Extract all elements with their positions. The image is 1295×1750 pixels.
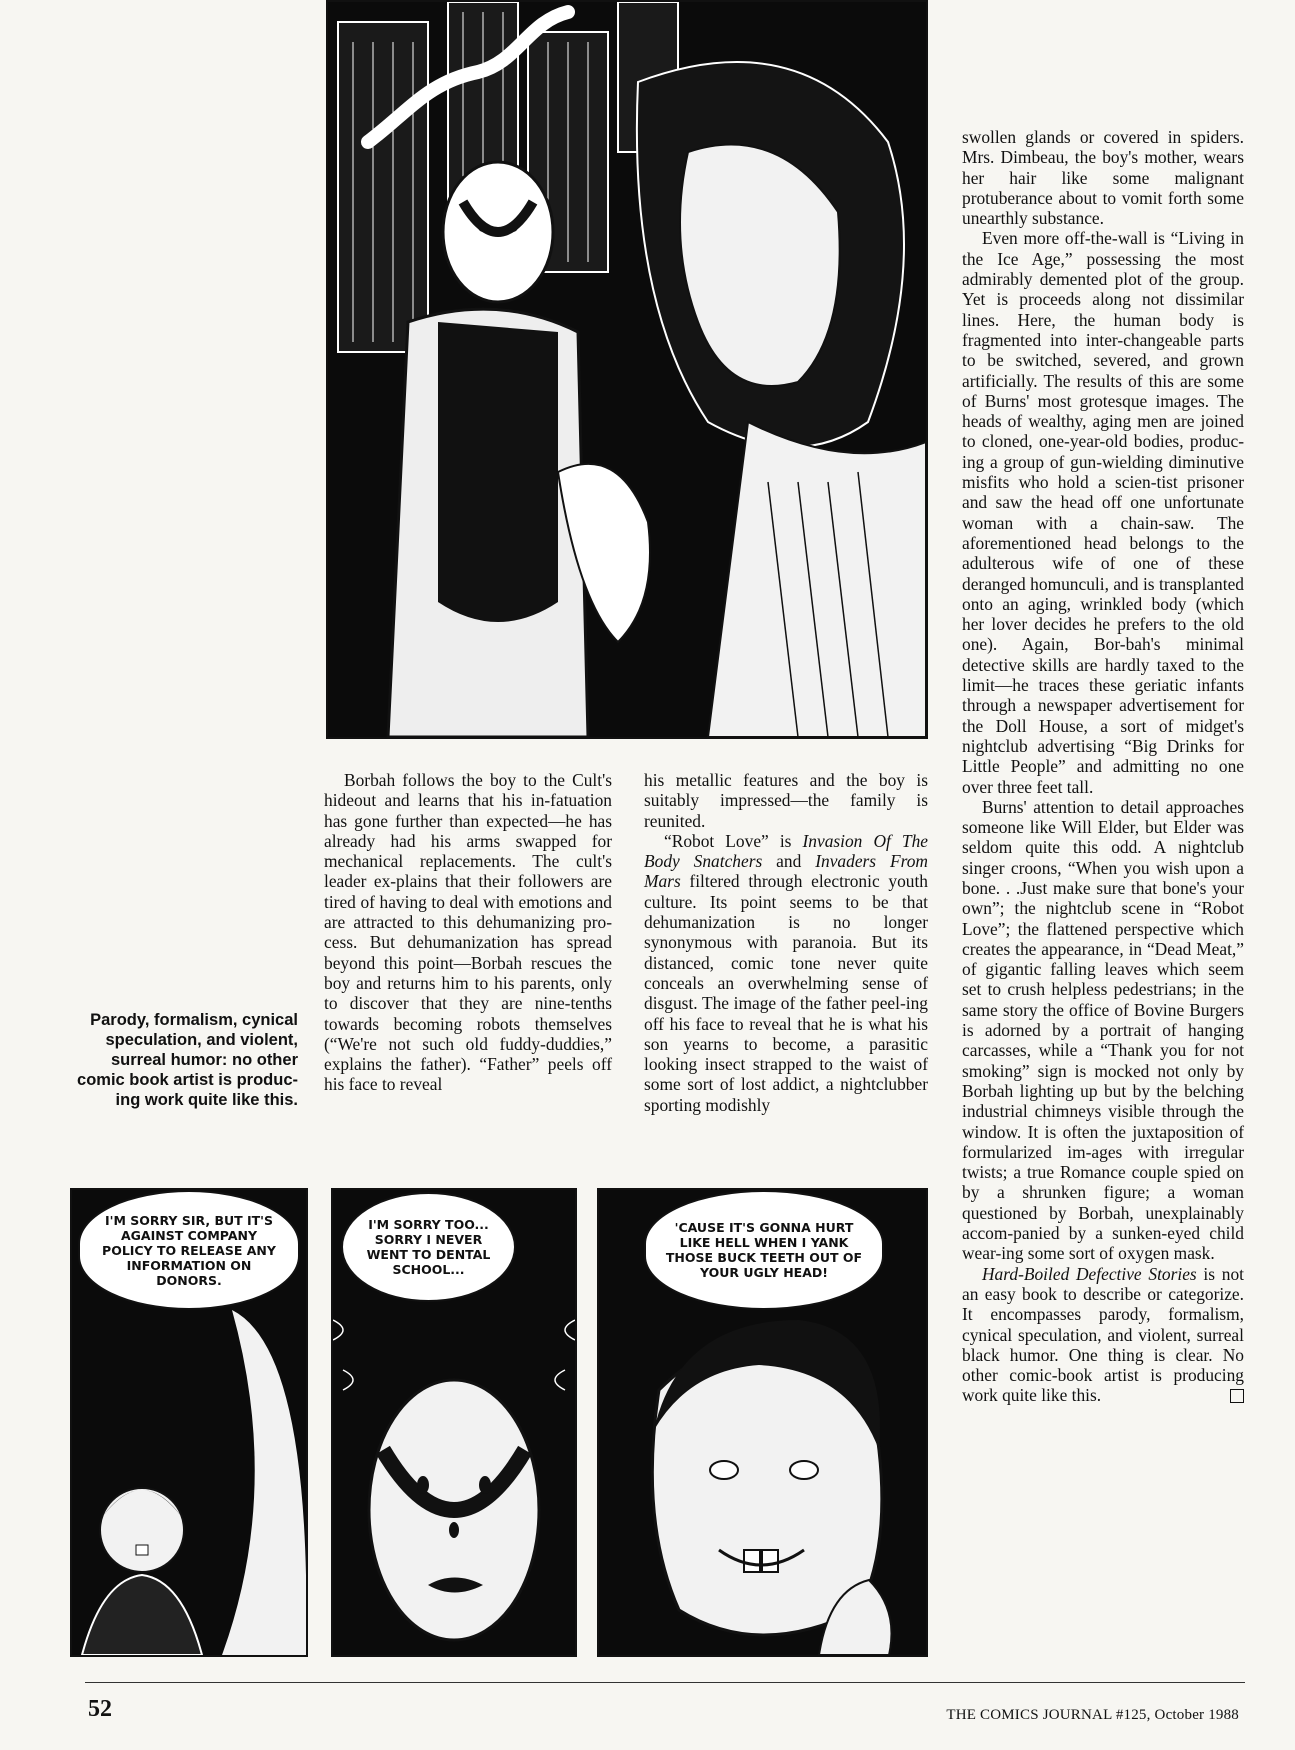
end-mark-icon	[1230, 1389, 1244, 1403]
speech-bubble: I'M SORRY SIR, BUT IT'S AGAINST COMPANY POLICY TO RELEASE ANY INFORMATION ON DONORS.	[78, 1190, 300, 1310]
middle-column	[644, 770, 928, 1115]
journal-masthead: THE COMICS JOURNAL #125, October 1988	[946, 1707, 1239, 1723]
left-column	[324, 770, 612, 1095]
body-paragraph: Even more off-the-wall is “Living in the Ice Age,” possessing the most admirably demented plot of the group. Yet is proceeds along not dissimilar lines. Here, the human body is fragmented into inter-changeable parts to be switched, severed, and grown artificially. The results of this are some of Burns' most grotesque images. The heads of wealthy, aging men are joined to cloned, one-year-old bodies, produc-ing a group of gun-wielding diminutive misfits who hold a scien-tist prisoner and saw the head off one unfortunate woman with a chain-saw. The aforementioned head belongs to the adulterous wife of one of these deranged homunculi, and is transplanted onto an aging, wrinkled body (which her lover decides he prefers to the old one). Again, Bor-bah's minimal detective skills are hardly taxed to the limit—he traces these geriatic infants through a newspaper advertisement for the Doll House, a sort of midget's nightclub advertising “Big Drinks for Little People” and admitting no one over three feet tall.	[962, 228, 1244, 797]
film-title: Invaders From Mars	[644, 851, 928, 892]
film-title: Invasion Of The Body Snatchers	[644, 830, 928, 872]
body-paragraph: his metallic features and the boy is suitably impressed—the family is reunited.	[644, 770, 928, 831]
book-title: Hard-Boiled Defective Stories	[982, 1263, 1197, 1284]
top-illustration	[326, 0, 928, 739]
comic-illustration-icon	[328, 2, 926, 737]
speech-bubble: I'M SORRY TOO... SORRY I NEVER WENT TO DENTAL SCHOOL...	[341, 1192, 516, 1302]
comic-panel-1	[70, 1188, 308, 1657]
footer-rule	[85, 1682, 1245, 1683]
body-paragraph: “Robot Love” is Invasion Of The Body Snatchers and Invaders From Mars filtered through electronic youth culture. Its point seems to be that dehumanization is no longer synonymous with paranoia. But its distanced, comic tone never quite conceals an overwhelming sense of disgust. The image of the father peel-ing off his face to reveal that he is what his son yearns to become, a parasitic looking insect strapped to the waist of some sort of lost addict, a nightclubber sporting modishly	[644, 830, 928, 1115]
pull-quote: Parody, formalism, cynical speculation, and violent, surreal humor: no other comic book artist is produc-ing work quite like this.	[77, 1011, 298, 1109]
body-paragraph-final	[962, 1264, 1244, 1406]
body-paragraph: Burns' attention to detail approaches someone like Will Elder, but Elder was seldom quite this odd. A nightclub singer croons, “When you wish upon a bone. . .Just make sure that bone's your own”; the nightclub scene in “Robot Love”; the flattened perspective which creates the appearance, in “Dead Meat,” of gigantic falling leaves which seem set to crush helpless pedestrians; in the same story the office of Bovine Burgers is adorned by a portrait of hanging carcasses, while a “Thank you for not smoking” sign is mocked not only by Borbah lighting up but by the belching industrial chimneys visible through the window. It is often the juxtaposition of formularized im-ages with irregular twists; a true Romance couple spied on by a shrunken figure; a woman questioned by Borbah, unexplainably accom-panied by a sunken-eyed child wear-ing some sort of oxygen mask.	[962, 796, 1244, 1264]
speech-bubble: 'CAUSE IT'S GONNA HURT LIKE HELL WHEN I YANK THOSE BUCK TEETH OUT OF YOUR UGLY HEAD!	[644, 1190, 884, 1310]
body-paragraph: swollen glands or covered in spiders. Mrs. Dimbeau, the boy's mother, wears her hair like some malignant protuberance about to vomit forth some unearthly substance.	[962, 127, 1244, 229]
right-column	[962, 127, 1244, 1406]
comic-panel-2	[331, 1188, 577, 1657]
page-number: 52	[88, 1696, 112, 1722]
final-text: is not an easy book to describe or categorize. It encompasses parody, formalism, cynical speculation, and violent, surreal black humor. One thing is clear. No other comic-book artist is producing work quite like this.	[962, 1263, 1244, 1406]
comic-panel-3	[597, 1188, 928, 1657]
body-paragraph: Borbah follows the boy to the Cult's hideout and learns that his in-fatuation has gone further than expected—he has already had his arms swapped for mechanical replacements. The cult's leader ex-plains that their followers are tired of having to deal with emotions and are attracted to this dehumanizing pro-cess. But dehumanization has spread beyond this point—Borbah rescues the boy and returns him to his parents, only to discover that they are nine-tenths towards becoming robots themselves (“We're not such old fuddy-duddies,” explains the father). “Father” peels off his face to reveal	[324, 770, 612, 1095]
